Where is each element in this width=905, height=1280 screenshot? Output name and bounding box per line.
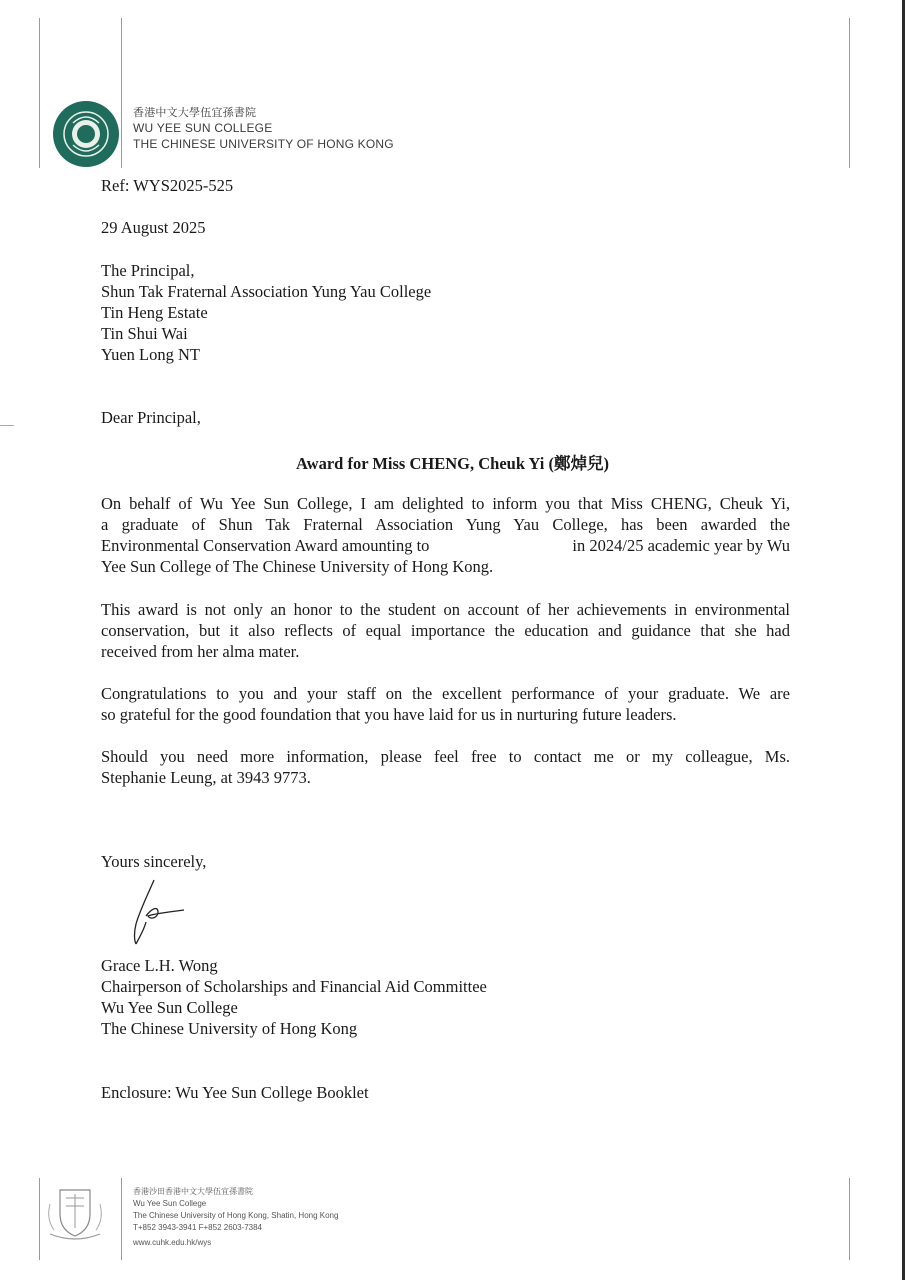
- letter-title: Award for Miss CHENG, Cheuk Yi (鄭焯兒): [295, 454, 610, 473]
- paragraph-1: [101, 493, 790, 577]
- header-university-name: THE CHINESE UNIVERSITY OF HONG KONG: [133, 137, 394, 151]
- salutation: Dear Principal,: [101, 408, 201, 427]
- footer-right-rule: [849, 1178, 850, 1260]
- footer-line: T+852 3943-3941 F+852 2603-7384: [133, 1223, 262, 1232]
- paragraph-line: so grateful for the good foundation that you have laid for us in nurturing future leaders.: [101, 705, 677, 724]
- enclosure: Enclosure: Wu Yee Sun College Booklet: [101, 1083, 369, 1102]
- paragraph-line: Stephanie Leung, at 3943 9773.: [101, 768, 311, 787]
- header-college-name: WU YEE SUN COLLEGE: [133, 121, 273, 135]
- paragraph-4: [101, 746, 790, 788]
- award-text: Environmental Conservation Award amounting to: [101, 536, 430, 555]
- address-line: Tin Heng Estate: [101, 303, 208, 322]
- paragraph-line: conservation, but it also reflects of equal importance the education and guidance that she had: [101, 621, 790, 640]
- paragraph-line: received from her alma mater.: [101, 642, 300, 661]
- header-left-rule: [39, 18, 40, 168]
- paragraph-line: This award is not only an honor to the student on account of her achievements in environmental: [101, 600, 790, 619]
- paragraph-line: a graduate of Shun Tak Fraternal Association Yung Yau College, has been awarded the: [101, 515, 790, 534]
- paragraph-3: [101, 683, 790, 725]
- footer-line: The Chinese University of Hong Kong, Shatin, Hong Kong: [133, 1211, 339, 1220]
- signatory-name: Grace L.H. Wong: [101, 956, 218, 975]
- address-line: Yuen Long NT: [101, 345, 200, 364]
- paragraph-2: [101, 599, 790, 662]
- footer-line: 香港沙田香港中文大學伍宜孫書院: [133, 1187, 253, 1196]
- academic-year-text: in 2024/25 academic year by Wu: [572, 536, 790, 555]
- header-chinese-name: 香港中文大學伍宜孫書院: [133, 107, 257, 119]
- paragraph-line: On behalf of Wu Yee Sun College, I am delighted to inform you that Miss CHENG, Cheuk Yi,: [101, 494, 790, 513]
- footer-line: Wu Yee Sun College: [133, 1199, 207, 1208]
- signatory-college: Wu Yee Sun College: [101, 998, 238, 1017]
- address-line: The Principal,: [101, 261, 195, 280]
- header-divider: [121, 18, 122, 168]
- header-right-rule: [849, 18, 850, 168]
- signatory-title: Chairperson of Scholarships and Financial Aid Committee: [101, 977, 487, 996]
- footer-address: [133, 1186, 338, 1249]
- address-line: Tin Shui Wai: [101, 324, 188, 343]
- college-logo: [53, 101, 119, 167]
- paragraph-line: [101, 535, 790, 556]
- college-emblem-icon: [53, 101, 119, 167]
- university-crest-icon: [46, 1184, 104, 1244]
- footer-divider: [121, 1178, 122, 1260]
- signature-image: [128, 876, 188, 948]
- letter-date: 29 August 2025: [101, 218, 206, 237]
- footer-left-rule: [39, 1178, 40, 1260]
- address-line: Shun Tak Fraternal Association Yung Yau College: [101, 282, 432, 301]
- signatory-block: [101, 955, 487, 1039]
- margin-mark: [0, 425, 14, 426]
- paragraph-line: Should you need more information, please feel free to contact me or my colleague, Ms.: [101, 747, 790, 766]
- closing: Yours sincerely,: [101, 852, 207, 871]
- signatory-university: The Chinese University of Hong Kong: [101, 1019, 358, 1038]
- footer-line: www.cuhk.edu.hk/wys: [133, 1238, 212, 1247]
- recipient-address: [101, 260, 431, 365]
- reference-number: Ref: WYS2025-525: [101, 176, 234, 195]
- paragraph-line: Yee Sun College of The Chinese University of Hong Kong.: [101, 557, 494, 576]
- paragraph-line: Congratulations to you and your staff on the excellent performance of your graduate. We are: [101, 684, 790, 703]
